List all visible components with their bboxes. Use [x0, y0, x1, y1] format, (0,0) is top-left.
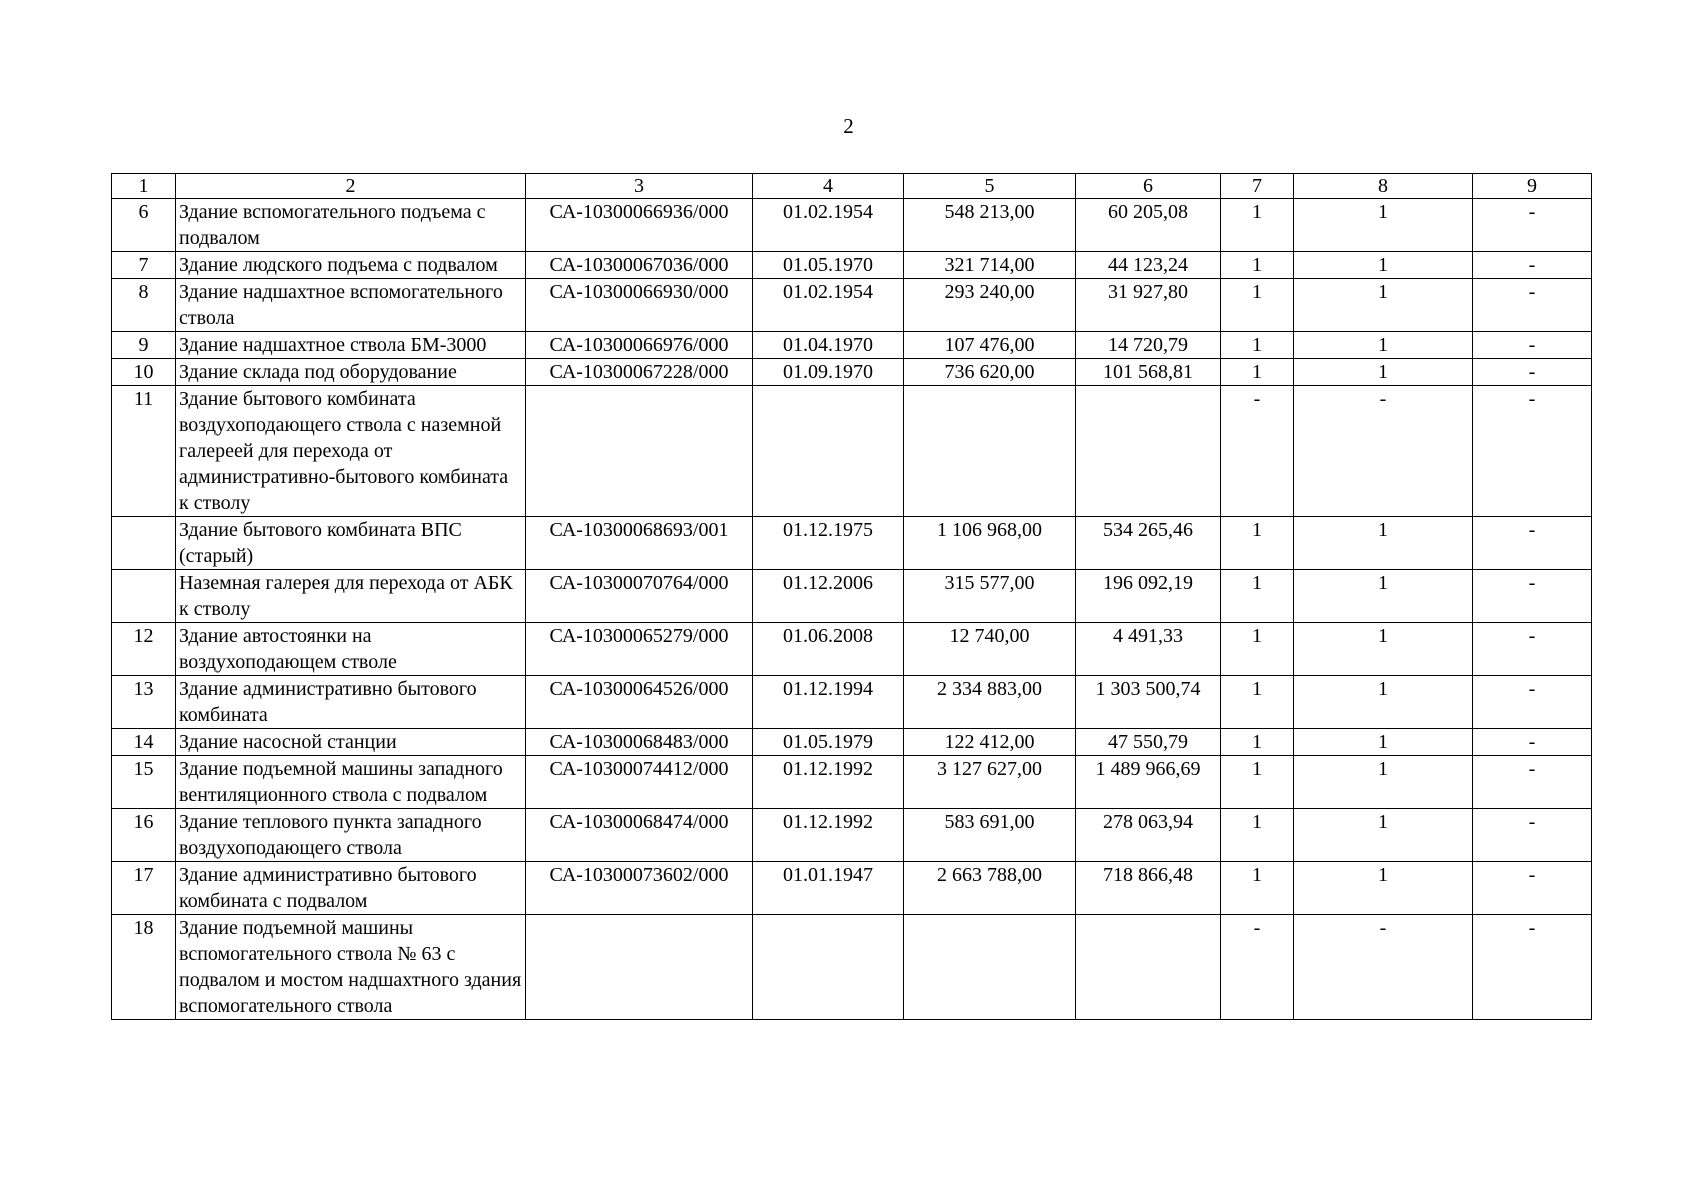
date-cell: 01.06.2008 — [753, 623, 904, 676]
col9-cell: - — [1473, 359, 1592, 386]
col7-cell: 1 — [1221, 729, 1294, 756]
object-name-cell: Здание вспомогательного подъема с подвалом — [176, 199, 526, 252]
residual-value-cell: 196 092,19 — [1076, 570, 1221, 623]
table-row — [112, 915, 1592, 1020]
inventory-code-cell: СА-10300067036/000 — [526, 252, 753, 279]
header-cell: 7 — [1221, 174, 1294, 199]
object-name-cell: Здание насосной станции — [176, 729, 526, 756]
object-name-cell: Здание бытового комбината ВПС (старый) — [176, 517, 526, 570]
value-cell: 107 476,00 — [904, 332, 1076, 359]
date-cell: 01.02.1954 — [753, 199, 904, 252]
row-number-cell: 13 — [112, 676, 176, 729]
col7-cell: 1 — [1221, 252, 1294, 279]
inventory-code-cell: СА-10300065279/000 — [526, 623, 753, 676]
table-row — [112, 729, 1592, 756]
inventory-code-cell: СА-10300068693/001 — [526, 517, 753, 570]
date-cell: 01.12.1992 — [753, 809, 904, 862]
col7-cell: 1 — [1221, 623, 1294, 676]
value-cell: 321 714,00 — [904, 252, 1076, 279]
value-cell: 3 127 627,00 — [904, 756, 1076, 809]
table-body — [112, 174, 1592, 1020]
col7-cell: 1 — [1221, 676, 1294, 729]
row-number-cell: 16 — [112, 809, 176, 862]
col7-cell: 1 — [1221, 862, 1294, 915]
col7-cell: 1 — [1221, 570, 1294, 623]
col9-cell: - — [1473, 199, 1592, 252]
inventory-code-cell — [526, 386, 753, 517]
col8-cell: 1 — [1294, 729, 1473, 756]
inventory-code-cell: СА-10300066936/000 — [526, 199, 753, 252]
row-number-cell: 15 — [112, 756, 176, 809]
table-row — [112, 570, 1592, 623]
col7-cell: 1 — [1221, 756, 1294, 809]
table-row — [112, 199, 1592, 252]
inventory-code-cell: СА-10300068474/000 — [526, 809, 753, 862]
value-cell: 2 663 788,00 — [904, 862, 1076, 915]
col8-cell: 1 — [1294, 862, 1473, 915]
residual-value-cell: 1 489 966,69 — [1076, 756, 1221, 809]
residual-value-cell: 101 568,81 — [1076, 359, 1221, 386]
value-cell: 1 106 968,00 — [904, 517, 1076, 570]
col8-cell: 1 — [1294, 809, 1473, 862]
col8-cell: 1 — [1294, 199, 1473, 252]
date-cell: 01.01.1947 — [753, 862, 904, 915]
date-cell: 01.12.2006 — [753, 570, 904, 623]
col9-cell: - — [1473, 332, 1592, 359]
inventory-code-cell: СА-10300064526/000 — [526, 676, 753, 729]
object-name-cell: Здание подъемной машины вспомогательного ствола № 63 с подвалом и мостом надшахтного здания вспомогательного ствола — [176, 915, 526, 1020]
col9-cell: - — [1473, 252, 1592, 279]
row-number-cell: 12 — [112, 623, 176, 676]
col9-cell: - — [1473, 862, 1592, 915]
residual-value-cell: 534 265,46 — [1076, 517, 1221, 570]
inventory-code-cell: СА-10300067228/000 — [526, 359, 753, 386]
date-cell: 01.05.1979 — [753, 729, 904, 756]
object-name-cell: Здание административно бытового комбината с подвалом — [176, 862, 526, 915]
table-row — [112, 623, 1592, 676]
page-number: 2 — [843, 114, 854, 138]
col9-cell: - — [1473, 570, 1592, 623]
col8-cell: 1 — [1294, 332, 1473, 359]
object-name-cell: Здание подъемной машины западного вентиляционного ствола с подвалом — [176, 756, 526, 809]
date-cell: 01.12.1994 — [753, 676, 904, 729]
col8-cell: 1 — [1294, 517, 1473, 570]
col7-cell: - — [1221, 915, 1294, 1020]
value-cell: 122 412,00 — [904, 729, 1076, 756]
date-cell — [753, 915, 904, 1020]
col9-cell: - — [1473, 517, 1592, 570]
col9-cell: - — [1473, 809, 1592, 862]
table-row — [112, 386, 1592, 517]
residual-value-cell: 47 550,79 — [1076, 729, 1221, 756]
col7-cell: 1 — [1221, 199, 1294, 252]
object-name-cell: Здание надшахтное ствола БМ-3000 — [176, 332, 526, 359]
row-number-cell: 18 — [112, 915, 176, 1020]
col8-cell: 1 — [1294, 279, 1473, 332]
value-cell — [904, 386, 1076, 517]
col8-cell: 1 — [1294, 623, 1473, 676]
object-name-cell: Здание надшахтное вспомогательного ствола — [176, 279, 526, 332]
residual-value-cell — [1076, 386, 1221, 517]
value-cell — [904, 915, 1076, 1020]
header-cell: 1 — [112, 174, 176, 199]
col8-cell: 1 — [1294, 359, 1473, 386]
object-name-cell: Здание теплового пункта западного воздухоподающего ствола — [176, 809, 526, 862]
row-number-cell — [112, 570, 176, 623]
date-cell — [753, 386, 904, 517]
object-name-cell: Здание административно бытового комбината — [176, 676, 526, 729]
value-cell: 2 334 883,00 — [904, 676, 1076, 729]
header-cell: 6 — [1076, 174, 1221, 199]
residual-value-cell — [1076, 915, 1221, 1020]
table-row — [112, 252, 1592, 279]
col9-cell: - — [1473, 279, 1592, 332]
inventory-code-cell: СА-10300074412/000 — [526, 756, 753, 809]
value-cell: 548 213,00 — [904, 199, 1076, 252]
table-header-row — [112, 174, 1592, 199]
col8-cell: 1 — [1294, 676, 1473, 729]
row-number-cell: 17 — [112, 862, 176, 915]
date-cell: 01.09.1970 — [753, 359, 904, 386]
table-row — [112, 756, 1592, 809]
col7-cell: 1 — [1221, 809, 1294, 862]
value-cell: 293 240,00 — [904, 279, 1076, 332]
date-cell: 01.12.1992 — [753, 756, 904, 809]
value-cell: 736 620,00 — [904, 359, 1076, 386]
residual-value-cell: 1 303 500,74 — [1076, 676, 1221, 729]
table-row — [112, 279, 1592, 332]
date-cell: 01.05.1970 — [753, 252, 904, 279]
header-cell: 9 — [1473, 174, 1592, 199]
col9-cell: - — [1473, 915, 1592, 1020]
table-row — [112, 332, 1592, 359]
value-cell: 315 577,00 — [904, 570, 1076, 623]
col9-cell: - — [1473, 676, 1592, 729]
object-name-cell: Здание склада под оборудование — [176, 359, 526, 386]
header-cell: 8 — [1294, 174, 1473, 199]
date-cell: 01.02.1954 — [753, 279, 904, 332]
object-name-cell: Здание людского подъема с подвалом — [176, 252, 526, 279]
col9-cell: - — [1473, 386, 1592, 517]
col7-cell: 1 — [1221, 517, 1294, 570]
residual-value-cell: 14 720,79 — [1076, 332, 1221, 359]
table-row — [112, 676, 1592, 729]
date-cell: 01.12.1975 — [753, 517, 904, 570]
row-number-cell: 7 — [112, 252, 176, 279]
header-cell: 5 — [904, 174, 1076, 199]
residual-value-cell: 718 866,48 — [1076, 862, 1221, 915]
header-cell: 2 — [176, 174, 526, 199]
header-cell: 4 — [753, 174, 904, 199]
col7-cell: 1 — [1221, 359, 1294, 386]
row-number-cell — [112, 517, 176, 570]
object-name-cell: Здание бытового комбината воздухоподающего ствола с наземной галереей для перехода от административно-бытового комбината к стволу — [176, 386, 526, 517]
col9-cell: - — [1473, 623, 1592, 676]
table-row — [112, 517, 1592, 570]
table-row — [112, 809, 1592, 862]
col8-cell: - — [1294, 386, 1473, 517]
col8-cell: 1 — [1294, 756, 1473, 809]
row-number-cell: 9 — [112, 332, 176, 359]
inventory-code-cell: СА-10300068483/000 — [526, 729, 753, 756]
row-number-cell: 6 — [112, 199, 176, 252]
date-cell: 01.04.1970 — [753, 332, 904, 359]
value-cell: 583 691,00 — [904, 809, 1076, 862]
col7-cell: 1 — [1221, 332, 1294, 359]
row-number-cell: 8 — [112, 279, 176, 332]
col8-cell: 1 — [1294, 252, 1473, 279]
row-number-cell: 14 — [112, 729, 176, 756]
table-row — [112, 862, 1592, 915]
col7-cell: 1 — [1221, 279, 1294, 332]
property-table — [111, 173, 1592, 1020]
residual-value-cell: 44 123,24 — [1076, 252, 1221, 279]
col9-cell: - — [1473, 756, 1592, 809]
row-number-cell: 11 — [112, 386, 176, 517]
inventory-code-cell: СА-10300066930/000 — [526, 279, 753, 332]
col7-cell: - — [1221, 386, 1294, 517]
inventory-code-cell — [526, 915, 753, 1020]
col8-cell: 1 — [1294, 570, 1473, 623]
inventory-code-cell: СА-10300070764/000 — [526, 570, 753, 623]
residual-value-cell: 4 491,33 — [1076, 623, 1221, 676]
table-row — [112, 359, 1592, 386]
residual-value-cell: 60 205,08 — [1076, 199, 1221, 252]
inventory-code-cell: СА-10300066976/000 — [526, 332, 753, 359]
inventory-code-cell: СА-10300073602/000 — [526, 862, 753, 915]
header-cell: 3 — [526, 174, 753, 199]
object-name-cell: Здание автостоянки на воздухоподающем стволе — [176, 623, 526, 676]
value-cell: 12 740,00 — [904, 623, 1076, 676]
row-number-cell: 10 — [112, 359, 176, 386]
col9-cell: - — [1473, 729, 1592, 756]
object-name-cell: Наземная галерея для перехода от АБК к стволу — [176, 570, 526, 623]
residual-value-cell: 278 063,94 — [1076, 809, 1221, 862]
col8-cell: - — [1294, 915, 1473, 1020]
residual-value-cell: 31 927,80 — [1076, 279, 1221, 332]
